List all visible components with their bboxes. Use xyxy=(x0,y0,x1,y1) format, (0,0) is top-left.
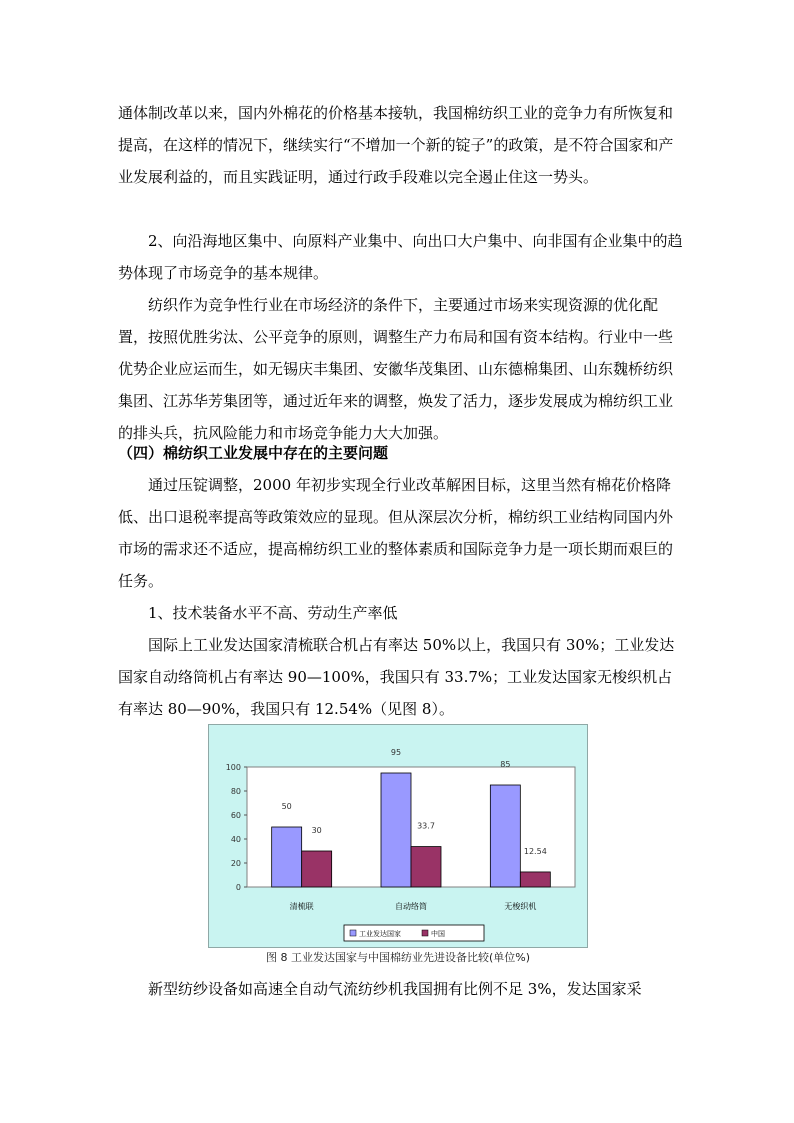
legend-swatch xyxy=(350,930,356,936)
y-tick-label: 20 xyxy=(230,859,241,868)
data-label: 30 xyxy=(311,826,322,835)
figure-caption: 图 8 工业发达国家与中国棉纺业先进设备比较(单位%) xyxy=(265,951,531,964)
bar xyxy=(411,847,441,887)
data-label: 85 xyxy=(500,760,511,769)
data-label: 33.7 xyxy=(417,821,435,831)
legend-label: 中国 xyxy=(431,930,445,938)
bar-chart xyxy=(208,724,588,948)
paragraph-3: 纺织作为竞争性行业在市场经济的条件下，主要通过市场来实现资源的优化配置，按照优胜劣汰、公平竞争的原则，调整生产力布局和国有资本结构。行业中一些优势企业应运而生，如无锡庆丰集团、安徽华茂集团、山东德棉集团、山东魏桥纺织集团、江苏华芳集团等，通过近年来的调整，焕发了活力，逐步发展成为棉纺织工业的排头兵，抗风险能力和市场竞争能力大大加强。 xyxy=(118,296,674,442)
category-label: 无梭织机 xyxy=(504,902,537,911)
data-label: 50 xyxy=(281,802,292,811)
category-label: 清梳联 xyxy=(289,902,314,911)
y-tick-label: 100 xyxy=(225,763,241,772)
y-tick-label: 80 xyxy=(230,787,241,796)
paragraph-1: 通体制改革以来，国内外棉花的价格基本接轨，我国棉纺织工业的竞争力有所恢复和提高，在这样的情况下，继续实行“不增加一个新的锭子”的政策，是不符合国家和产业发展利益的，而且实践证明，通过行政手段难以完全遏止住这一势头。 xyxy=(118,104,674,186)
section-heading: （四）棉纺织工业发展中存在的主要问题 xyxy=(118,444,389,462)
bar xyxy=(520,872,550,887)
bar xyxy=(302,851,332,887)
paragraph-5: 1、技术装备水平不高、劳动生产率低 xyxy=(148,604,398,622)
y-tick-label: 0 xyxy=(235,883,241,892)
chart-svg xyxy=(209,725,587,947)
paragraph-2: 2、向沿海地区集中、向原料产业集中、向出口大户集中、向非国有企业集中的趋势体现了市场竞争的基本规律。 xyxy=(118,232,683,282)
bar xyxy=(490,785,520,887)
paragraph-6: 国际上工业发达国家清梳联合机占有率达 50%以上，我国只有 30%；工业发达国家自动络筒机占有率达 90—100%，我国只有 33.7%；工业发达国家无梭织机占有率达 80—90%，我国只有 12.54%（见图 8）。 xyxy=(118,636,675,718)
data-label: 12.54 xyxy=(523,846,547,856)
bar xyxy=(381,773,411,887)
y-tick-label: 60 xyxy=(230,811,241,820)
legend-label: 工业发达国家 xyxy=(359,930,401,938)
y-tick-label: 40 xyxy=(230,835,241,844)
paragraph-7: 新型纺纱设备如高速全自动气流纺纱机我国拥有比例不足 3%，发达国家采 xyxy=(148,980,642,998)
category-label: 自动络筒 xyxy=(395,902,427,911)
legend-swatch xyxy=(422,930,428,936)
bar xyxy=(272,827,302,887)
data-label: 95 xyxy=(390,748,402,757)
paragraph-4: 通过压锭调整，2000 年初步实现全行业改革解困目标，这里当然有棉花价格降低、出口退税率提高等政策效应的显现。但从深层次分析，棉纺织工业结构同国内外市场的需求还不适应，提高棉纺织工业的整体素质和国际竞争力是一项长期而艰巨的任务。 xyxy=(118,476,674,590)
